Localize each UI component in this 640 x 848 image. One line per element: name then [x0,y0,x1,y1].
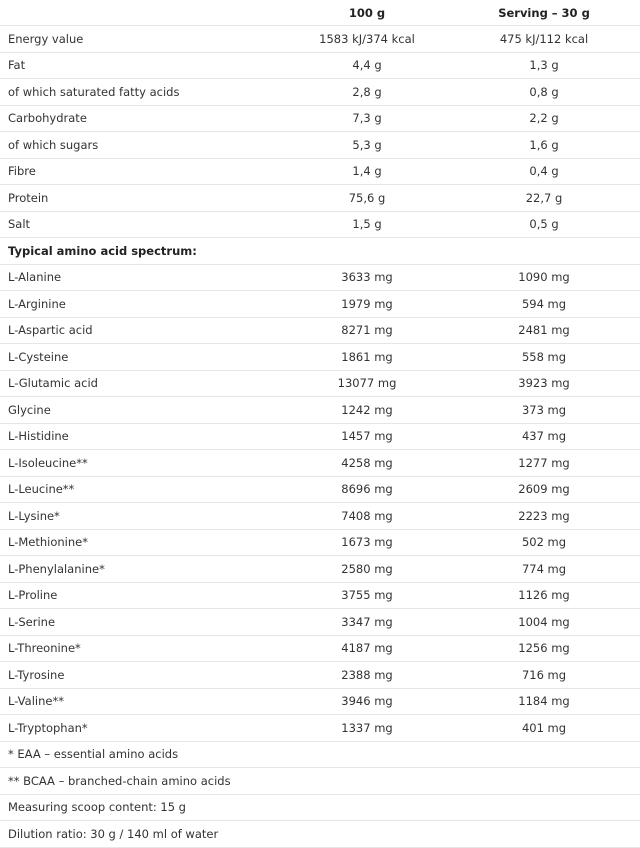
value-per-100g: 8696 mg [286,476,448,503]
row-label: L-Arginine [0,291,286,318]
value-per-serving: 1,6 g [448,132,640,159]
row-label: of which saturated fatty acids [0,79,286,106]
value-per-serving: 0,5 g [448,211,640,238]
value-per-serving: 3923 mg [448,370,640,397]
value-per-100g: 2,8 g [286,79,448,106]
amino-acid-row [0,688,640,715]
row-label: Glycine [0,397,286,424]
amino-acid-row [0,715,640,742]
value-per-serving: 401 mg [448,715,640,742]
amino-acid-row [0,609,640,636]
value-per-100g: 1337 mg [286,715,448,742]
row-label: L-Isoleucine** [0,450,286,477]
row-label: Protein [0,185,286,212]
amino-acid-row [0,556,640,583]
row-label: L-Aspartic acid [0,317,286,344]
nutrient-row [0,52,640,79]
row-label: Salt [0,211,286,238]
value-per-100g: 7,3 g [286,105,448,132]
row-label: L-Proline [0,582,286,609]
row-label: L-Tryptophan* [0,715,286,742]
amino-heading: Typical amino acid spectrum: [0,238,640,265]
value-per-serving: 502 mg [448,529,640,556]
row-label: L-Lysine* [0,503,286,530]
value-per-100g: 13077 mg [286,370,448,397]
note-row [0,768,640,795]
value-per-serving: 1184 mg [448,688,640,715]
value-per-serving: 1090 mg [448,264,640,291]
value-per-100g: 5,3 g [286,132,448,159]
value-per-100g: 1861 mg [286,344,448,371]
value-per-serving: 0,4 g [448,158,640,185]
note-text: ** BCAA – branched-chain amino acids [0,768,640,795]
value-per-100g: 1457 mg [286,423,448,450]
note-row [0,821,640,848]
value-per-serving: 774 mg [448,556,640,583]
amino-acid-row [0,662,640,689]
value-per-serving: 1004 mg [448,609,640,636]
row-label: Fibre [0,158,286,185]
value-per-100g: 4,4 g [286,52,448,79]
row-label: L-Tyrosine [0,662,286,689]
row-label: of which sugars [0,132,286,159]
note-row [0,741,640,768]
row-label: L-Histidine [0,423,286,450]
amino-acid-row [0,476,640,503]
value-per-100g: 4258 mg [286,450,448,477]
value-per-100g: 2580 mg [286,556,448,583]
value-per-serving: 558 mg [448,344,640,371]
value-per-serving: 0,8 g [448,79,640,106]
value-per-serving: 2481 mg [448,317,640,344]
value-per-100g: 2388 mg [286,662,448,689]
header-per-100g: 100 g [286,0,448,26]
row-label: L-Phenylalanine* [0,556,286,583]
value-per-100g: 8271 mg [286,317,448,344]
amino-acid-row [0,397,640,424]
value-per-100g: 3755 mg [286,582,448,609]
table-body [0,26,640,848]
row-label: L-Serine [0,609,286,636]
amino-acid-row [0,529,640,556]
value-per-100g: 1583 kJ/374 kcal [286,26,448,53]
note-row [0,794,640,821]
value-per-100g: 1,5 g [286,211,448,238]
value-per-serving: 22,7 g [448,185,640,212]
amino-acid-row [0,344,640,371]
amino-acid-row [0,264,640,291]
value-per-100g: 4187 mg [286,635,448,662]
row-label: L-Threonine* [0,635,286,662]
amino-acid-row [0,370,640,397]
value-per-serving: 1256 mg [448,635,640,662]
value-per-serving: 437 mg [448,423,640,450]
nutrient-row [0,185,640,212]
amino-acid-row [0,503,640,530]
value-per-100g: 1242 mg [286,397,448,424]
value-per-100g: 3946 mg [286,688,448,715]
value-per-serving: 594 mg [448,291,640,318]
row-label: Carbohydrate [0,105,286,132]
nutrient-row [0,105,640,132]
row-label: L-Alanine [0,264,286,291]
header-col1 [0,0,286,26]
nutrient-row [0,79,640,106]
nutrient-row [0,132,640,159]
value-per-serving: 1277 mg [448,450,640,477]
amino-heading-row [0,238,640,265]
header-row [0,0,640,26]
value-per-100g: 1979 mg [286,291,448,318]
value-per-100g: 7408 mg [286,503,448,530]
nutrient-row [0,211,640,238]
value-per-serving: 1126 mg [448,582,640,609]
amino-acid-row [0,423,640,450]
value-per-100g: 1673 mg [286,529,448,556]
value-per-100g: 1,4 g [286,158,448,185]
value-per-serving: 475 kJ/112 kcal [448,26,640,53]
value-per-100g: 75,6 g [286,185,448,212]
note-text: * EAA – essential amino acids [0,741,640,768]
row-label: L-Methionine* [0,529,286,556]
nutrient-row [0,158,640,185]
note-text: Dilution ratio: 30 g / 140 ml of water [0,821,640,848]
amino-acid-row [0,291,640,318]
note-text: Measuring scoop content: 15 g [0,794,640,821]
row-label: L-Glutamic acid [0,370,286,397]
value-per-serving: 2609 mg [448,476,640,503]
value-per-serving: 716 mg [448,662,640,689]
amino-acid-row [0,317,640,344]
row-label: Energy value [0,26,286,53]
value-per-serving: 2223 mg [448,503,640,530]
value-per-100g: 3347 mg [286,609,448,636]
amino-acid-row [0,450,640,477]
row-label: L-Leucine** [0,476,286,503]
row-label: L-Valine** [0,688,286,715]
nutrient-row [0,26,640,53]
value-per-100g: 3633 mg [286,264,448,291]
value-per-serving: 1,3 g [448,52,640,79]
amino-acid-row [0,582,640,609]
value-per-serving: 373 mg [448,397,640,424]
amino-acid-row [0,635,640,662]
row-label: L-Cysteine [0,344,286,371]
row-label: Fat [0,52,286,79]
header-per-serving: Serving – 30 g [448,0,640,26]
value-per-serving: 2,2 g [448,105,640,132]
